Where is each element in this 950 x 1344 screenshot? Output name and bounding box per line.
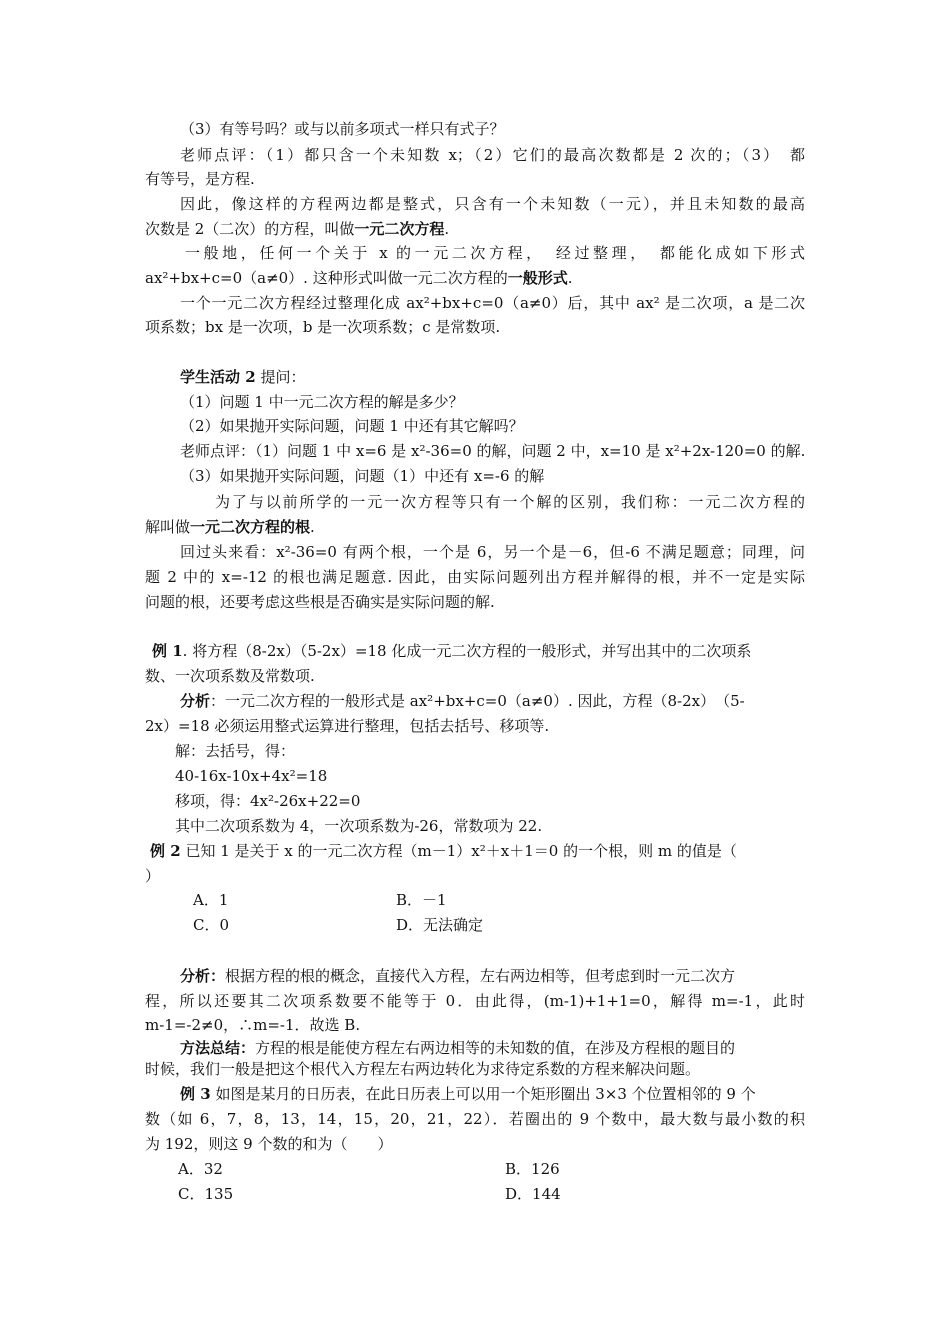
review-back-line2: 题 2 中的 x=-12 的根也满足题意. 因此，由实际问题列出方程并解得的根，并不一定是实际 (145, 568, 805, 586)
example2-analysis-line3: m-1=-2≠0，∴m=-1．故选 B. (145, 1016, 361, 1034)
example1-solution-step2: 40-16x-10x+4x²=18 (175, 767, 328, 785)
general-form-line1: 一般地，任何一个关于 x 的一元二次方程， 经过整理， 都能化成如下形式 (185, 244, 805, 262)
terms-line2: 项系数；bx 是一次项，b 是一次项系数；c 是常数项. (145, 318, 501, 336)
example2-option-b: B．－1 (396, 891, 447, 909)
example2-analysis-label: 分析： (180, 967, 226, 985)
example1-analysis-line2: 2x）=18 必须运用整式运算进行整理，包括去括号、移项等. (145, 717, 550, 735)
root-definition-line1: 为了与以前所学的一元一次方程等只有一个解的区别，我们称：一元二次方程的 (215, 493, 805, 511)
root-definition-line2: 解叫做一元二次方程的根. (145, 518, 315, 536)
example1-statement-line1: 例 1. 将方程（8-2x）（5-2x）=18 化成一元二次方程的一般形式，并写出其中的二次项系 (152, 642, 752, 660)
definition-line2: 次数是 2（二次）的方程，叫做一元二次方程. (145, 220, 450, 238)
activity2-teacher-review: 老师点评：（1）问题 1 中 x=6 是 x²-36=0 的解，问题 2 中，x=10 是 x²+2x-120=0 的解. (180, 442, 806, 460)
definition-line1: 因此，像这样的方程两边都是整式，只含有一个未知数（一元），并且未知数的最高 (180, 195, 805, 213)
example2-option-a: A．1 (193, 891, 229, 909)
terms-line1: 一个一元二次方程经过整理化成 ax²+bx+c=0（a≠0）后，其中 ax² 是二次项，a 是二次 (180, 294, 805, 312)
term-root: 一元二次方程的根 (190, 518, 311, 536)
example1-analysis-line1: 分析：一元二次方程的一般形式是 ax²+bx+c=0（a≠0）. 因此，方程（8-2x） （5- (180, 692, 745, 710)
example3-option-d: D．144 (505, 1185, 561, 1203)
example1-statement-line2: 数、一次项系数及常数项. (145, 667, 315, 685)
activity2-question-2: （2）如果抛开实际问题，问题 1 中还有其它解吗？ (180, 417, 524, 435)
intro-question-3: （3）有等号吗？或与以前多项式一样只有式子？ (180, 120, 505, 138)
example3-option-b: B．126 (505, 1160, 560, 1178)
method-summary-line1: 方法总结：方程的根是能使方程左右两边相等的未知数的值，在涉及方程根的题目的 (180, 1039, 736, 1057)
example2-statement-line1: 例 2 已知 1 是关于 x 的一元二次方程（m－1）x²＋x＋1＝0 的一个根，则 m 的值是（ (150, 842, 737, 860)
general-form-line2: ax²+bx+c=0（a≠0）. 这种形式叫做一元二次方程的一般形式. (145, 269, 573, 287)
example1-solution-step3: 移项，得：4x²-26x+22=0 (175, 792, 361, 810)
activity2-question-3: （3）如果抛开实际问题，问题（1）中还有 x=-6 的解 (180, 467, 545, 485)
example3-statement-line2: 数（如 6，7，8，13，14，15，20，21，22）．若圈出的 9 个数中，最大数与最小数的积 (145, 1110, 805, 1128)
example3-option-a: A．32 (178, 1160, 223, 1178)
example3-statement-line3: 为 192，则这 9 个数的和为（ ） (145, 1135, 393, 1153)
example2-option-c: C．0 (193, 916, 230, 934)
example3-statement-line1: 例 3 如图是某月的日历表，在此日历表上可以用一个矩形圈出 3×3 个位置相邻的 9 个 (180, 1085, 756, 1103)
example1-solution-step1: 解：去括号，得： (175, 742, 296, 760)
example3-label: 例 3 (180, 1085, 211, 1103)
review-back-line1: 回过头来看：x²-36=0 有两个根，一个是 6，另一个是－6，但-6 不满足题意；同理，问 (180, 543, 805, 561)
example2-analysis-line2: 程，所以还要其二次项系数要不能等于 0．由此得，(m-1)+1+1=0，解得 m=-1，此时 (145, 992, 805, 1010)
method-summary-line2: 时候，我们一般是把这个根代入方程左右两边转化为求待定系数的方程来解决问题。 (145, 1060, 701, 1078)
method-summary-label: 方法总结： (180, 1039, 256, 1057)
example2-label: 例 2 (150, 842, 181, 860)
activity2-question-1: （1）问题 1 中一元二次方程的解是多少？ (180, 393, 464, 411)
example2-option-d: D．无法确定 (396, 916, 484, 934)
term-general-form: 一般形式 (507, 269, 568, 287)
example3-option-c: C．135 (178, 1185, 234, 1203)
term-quadratic-equation: 一元二次方程 (354, 220, 445, 238)
intro-teacher-review-line2: 有等号，是方程. (145, 170, 255, 188)
example2-statement-line2: ） (145, 867, 161, 885)
activity2-heading: 学生活动 2 提问： (180, 368, 306, 386)
example1-solution-step4: 其中二次项系数为 4，一次项系数为-26，常数项为 22. (175, 817, 543, 835)
example2-analysis-line1: 分析：根据方程的根的概念，直接代入方程，左右两边相等，但考虑到时一元二次方 (180, 967, 736, 985)
intro-teacher-review-line1: 老师点评：（1）都只含一个未知数 x；（2）它们的最高次数都是 2 次的；（3） 都 (180, 146, 805, 164)
example1-label: 例 1 (152, 642, 183, 660)
review-back-line3: 问题的根，还要考虑这些根是否确实是实际问题的解. (145, 593, 495, 611)
example1-analysis-label: 分析 (180, 692, 211, 710)
